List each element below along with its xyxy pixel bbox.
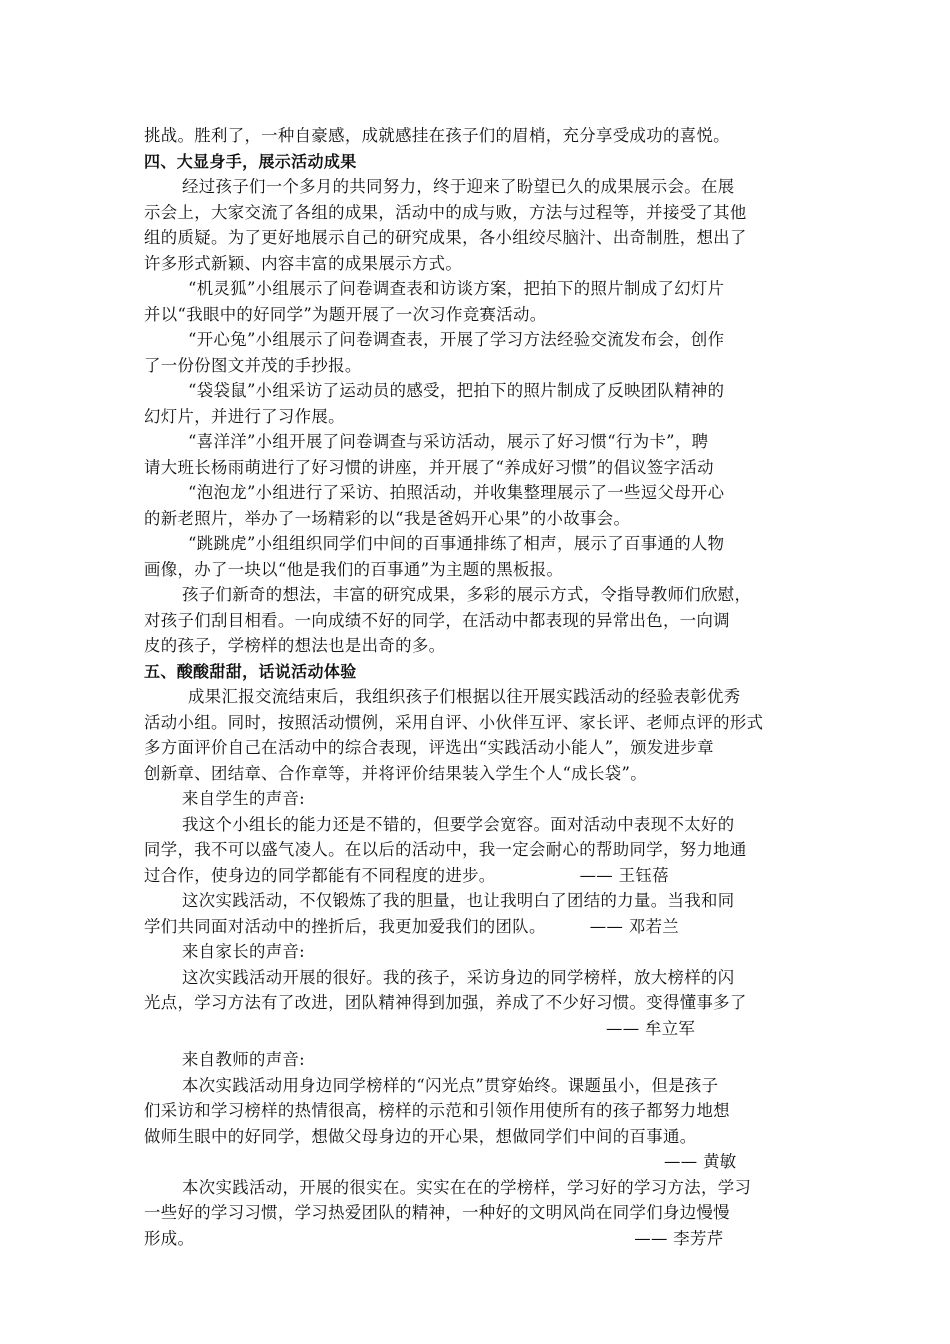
paragraph-line: “跳跳虎”小组组织同学们中间的百事通排练了相声，展示了百事通的人物	[188, 534, 725, 553]
signature: —— 牟立军	[606, 1018, 696, 1038]
paragraph-line: 许多形式新颖、内容丰富的成果展示方式。	[144, 253, 463, 273]
paragraph-line: 皮的孩子，学榜样的想法也是出奇的多。	[144, 636, 446, 655]
paragraph-line: 我这个小组长的能力还是不错的，但要学会宽容。面对活动中表现不太好的	[182, 814, 735, 834]
paragraph-line: 了一份份图文并茂的手抄报。	[144, 355, 362, 375]
signature-line	[144, 1149, 810, 1175]
document-body	[144, 123, 810, 1251]
paragraph-line: 多方面评价自己在活动中的综合表现，评选出“实践活动小能人”，颁发进步章	[144, 738, 714, 757]
signature: —— 李芳芹	[634, 1228, 724, 1248]
voice-heading-students: 来自学生的声音:	[182, 789, 306, 808]
paragraph-line-with-signature	[144, 914, 810, 940]
section-heading-5: 五、酸酸甜甜，话说活动体验	[144, 661, 357, 681]
paragraph-line: “喜洋洋”小组开展了问卷调查与采访活动，展示了好习惯“行为卡”，聘	[188, 432, 709, 451]
paragraph-line-with-signature	[144, 863, 810, 889]
paragraph-line: “袋袋鼠”小组采访了运动员的感受，把拍下的照片制成了反映团队精神的	[188, 381, 725, 400]
voice-heading-teachers: 来自教师的声音:	[182, 1050, 306, 1069]
paragraph-line: 们采访和学习榜样的热情很高，榜样的示范和引领作用使所有的孩子都努力地想	[144, 1101, 730, 1120]
signature: —— 王钰蓓	[579, 865, 669, 885]
paragraph-line: 本次实践活动，开展的很实在。实实在在的学榜样，学习好的学习方法，学习	[182, 1177, 752, 1197]
paragraph-line: 幻灯片，并进行了习作展。	[144, 406, 345, 426]
signature: —— 黄敏	[664, 1152, 737, 1171]
paragraph-line: 孩子们新奇的想法，丰富的研究成果，多彩的展示方式，令指导教师们欣慰，	[182, 585, 752, 604]
paragraph-line: 本次实践活动用身边同学榜样的“闪光点”贯穿始终。课题虽小，但是孩子	[182, 1075, 719, 1095]
paragraph-line: 活动小组。同时，按照活动惯例，采用自评、小伙伴互评、家长评、老师点评的形式	[144, 712, 764, 732]
paragraph-line: 画像，办了一块以“他是我们的百事通”为主题的黑板报。	[144, 559, 564, 579]
paragraph-line: 请大班长杨雨萌进行了好习惯的讲座，并开展了“养成好习惯”的倡议签字活动	[144, 457, 714, 477]
paragraph-line: “开心兔”小组展示了问卷调查表，开展了学习方法经验交流发布会，创作	[188, 330, 725, 349]
paragraph-line: “泡泡龙”小组进行了采访、拍照活动，并收集整理展示了一些逗父母开心	[188, 483, 725, 502]
line-text: 过合作，使身边的同学都能有不同程度的进步。	[144, 865, 496, 885]
paragraph-line: 挑战。胜利了，一种自豪感，成就感挂在孩子们的眉梢，充分享受成功的喜悦。	[144, 126, 730, 145]
paragraph-line: 光点，学习方法有了改进，团队精神得到加强，养成了不少好习惯。变得懂事多了	[144, 993, 747, 1012]
paragraph-line: 同学，我不可以盛气凌人。在以后的活动中，我一定会耐心的帮助同学，努力地通	[144, 840, 747, 859]
paragraph-line: 一些好的学习习惯，学习热爱团队的精神，一种好的文明风尚在同学们身边慢慢	[144, 1203, 730, 1222]
paragraph-line: 做师生眼中的好同学，想做父母身边的开心果，想做同学们中间的百事通。	[144, 1126, 697, 1146]
paragraph-line: 经过孩子们一个多月的共同努力，终于迎来了盼望已久的成果展示会。在展	[182, 177, 735, 196]
paragraph-line: 并以“我眼中的好同学”为题开展了一次习作竞赛活动。	[144, 304, 547, 324]
paragraph-line: 这次实践活动开展的很好。我的孩子，采访身边的同学榜样，放大榜样的闪	[182, 967, 735, 987]
paragraph-line: 示会上，大家交流了各组的成果，活动中的成与败，方法与过程等，并接受了其他	[144, 202, 747, 222]
paragraph-line: 的新老照片，举办了一场精彩的以“我是爸妈开心果”的小故事会。	[144, 508, 631, 528]
paragraph-line: 成果汇报交流结束后，我组织孩子们根据以往开展实践活动的经验表彰优秀	[188, 687, 741, 706]
paragraph-line-with-signature	[144, 1226, 810, 1252]
signature: —— 邓若兰	[589, 916, 680, 936]
section-heading-4: 四、大显身手，展示活动成果	[144, 151, 357, 171]
paragraph-line: 创新章、团结章、合作章等，并将评价结果装入学生个人“成长袋”。	[144, 763, 647, 783]
paragraph-line: “机灵狐”小组展示了问卷调查表和访谈方案，把拍下的照片制成了幻灯片	[188, 279, 725, 298]
paragraph-line: 对孩子们刮目相看。一向成绩不好的同学，在活动中都表现的异常出色，一向调	[144, 610, 730, 630]
paragraph-line: 组的质疑。为了更好地展示自己的研究成果，各小组绞尽脑汁、出奇制胜，想出了	[144, 228, 747, 247]
voice-heading-parents: 来自家长的声音:	[182, 942, 306, 961]
signature-line	[144, 1016, 810, 1042]
line-text: 学们共同面对活动中的挫折后，我更加爱我们的团队。	[144, 916, 546, 936]
line-text: 形成。	[144, 1228, 195, 1248]
paragraph-line: 这次实践活动，不仅锻炼了我的胆量，也让我明白了团结的力量。当我和同	[182, 891, 735, 910]
